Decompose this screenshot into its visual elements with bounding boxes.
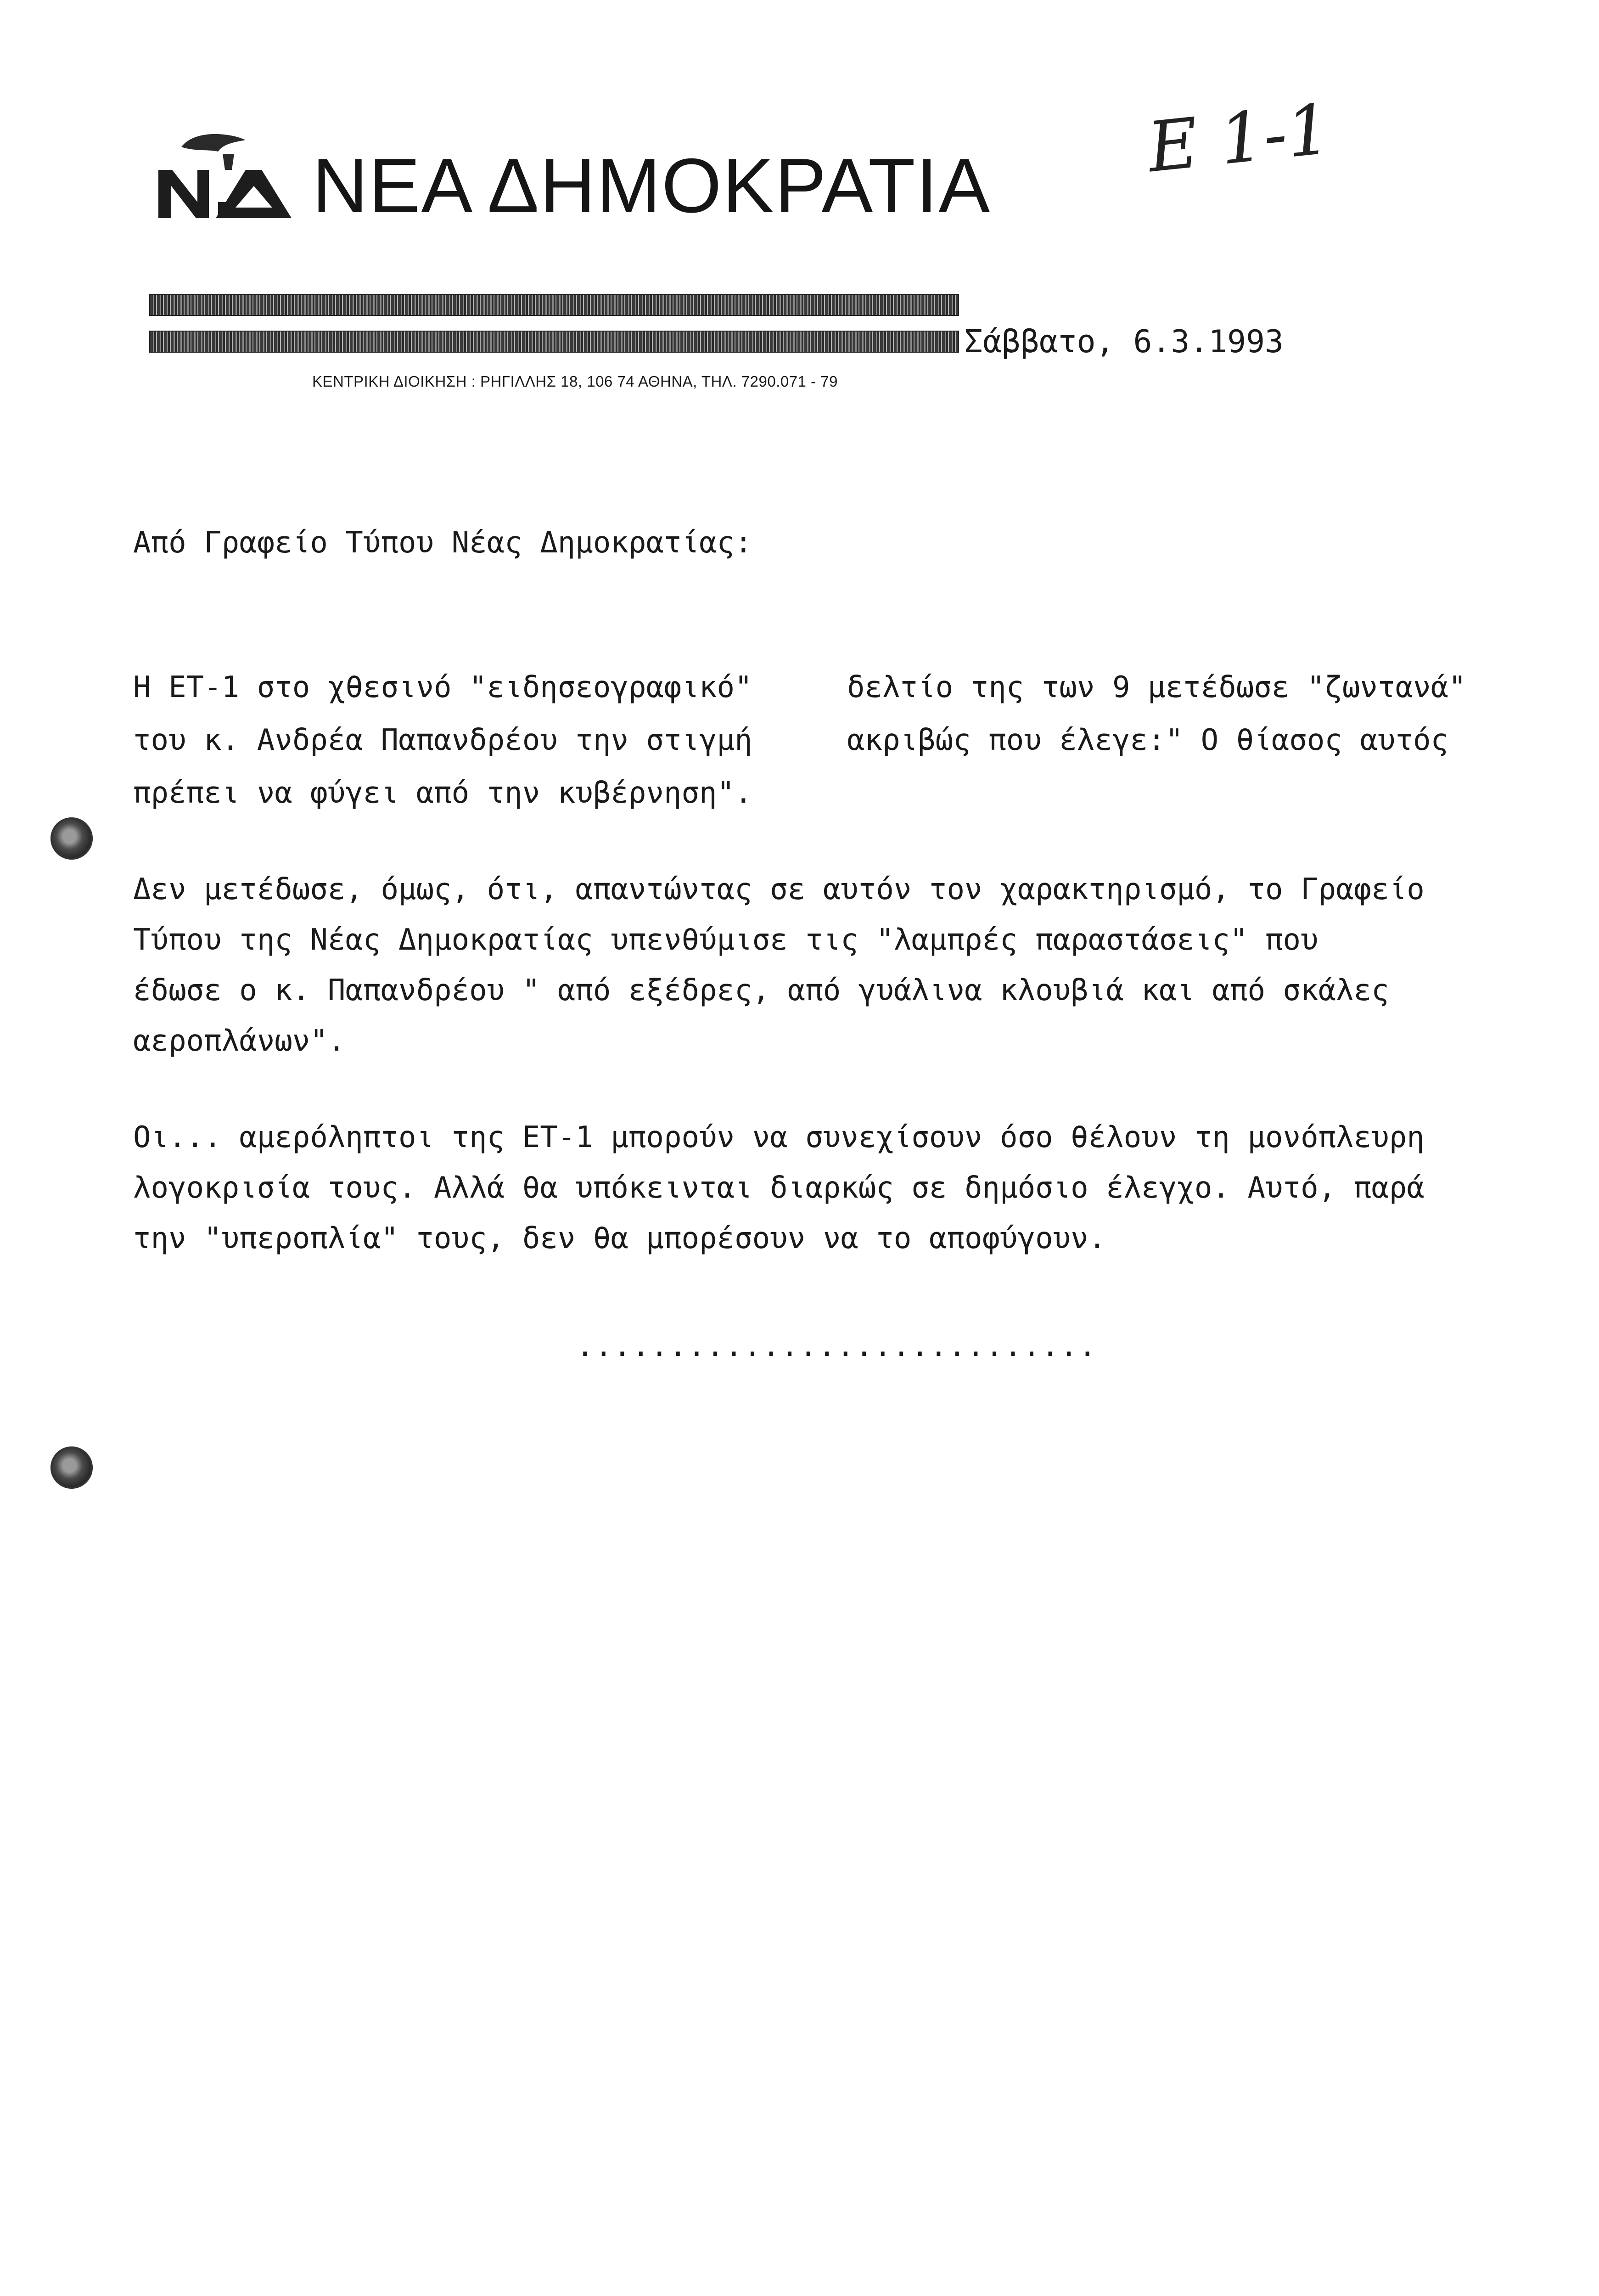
letterhead-address: ΚΕΝΤΡΙΚΗ ΔΙΟΙΚΗΣΗ : ΡΗΓΙΛΛΗΣ 18, 106 74 ΑΘΗΝΑ, ΤΗΛ. 7290.071 - 79 [312, 373, 838, 390]
paragraph2-line: έδωσε ο κ. Παπανδρέου " από εξέδρες, από γυάλινα κλουβιά και από σκάλες [133, 974, 1389, 1007]
paragraph3-line: Οι... αμερόληπτοι της ΕΤ-1 μπορούν να συνεχίσουν όσο θέλουν τη μονόπλευρη [133, 1120, 1425, 1154]
paragraph2-line: αεροπλάνων". [133, 1024, 346, 1058]
paragraph1-left-line: πρέπει να φύγει από την κυβέρνηση". [133, 776, 752, 810]
punch-hole-icon [50, 817, 93, 860]
paragraph3-line: την "υπεροπλία" τους, δεν θα μπορέσουν να το αποφύγουν. [133, 1221, 1106, 1255]
paragraph1-right-line: δελτίο της των 9 μετέδωσε "ζωντανά" [847, 670, 1466, 704]
paragraph2-line: Δεν μετέδωσε, όμως, ότι, απαντώντας σε αυτόν τον χαρακτηρισμό, το Γραφείο [133, 872, 1425, 906]
party-name: ΝΕΑ ΔΗΜΟΚΡΑΤΙΑ [312, 142, 991, 229]
paragraph3-line: λογοκρισία τους. Αλλά θα υπόκεινται διαρκώς σε δημόσιο έλεγχο. Αυτό, παρά [133, 1171, 1425, 1205]
torch-nd-logo-icon [154, 129, 296, 220]
paragraph1-left-line: του κ. Ανδρέα Παπανδρέου την στιγμή [133, 723, 752, 757]
paragraph1-left-line: Η ΕΤ-1 στο χθεσινό "ειδησεογραφικό" [133, 670, 752, 704]
letterhead-bar-top [149, 294, 959, 316]
paragraph1-right-line: ακριβώς που έλεγε:" Ο θίασος αυτός [847, 723, 1449, 757]
paragraph2-line: Τύπου της Νέας Δημοκρατίας υπενθύμισε τις "λαμπρές παραστάσεις" που [133, 923, 1318, 957]
letterhead-bar-bottom [149, 331, 959, 353]
separator-dots: ............................ [576, 1329, 1097, 1363]
handwritten-reference: Ε 1-1 [1144, 89, 1335, 188]
punch-hole-icon [50, 1446, 93, 1489]
sender-line: Από Γραφείο Τύπου Νέας Δημοκρατίας: [133, 526, 752, 560]
document-date: Σάββατο, 6.3.1993 [964, 324, 1284, 360]
